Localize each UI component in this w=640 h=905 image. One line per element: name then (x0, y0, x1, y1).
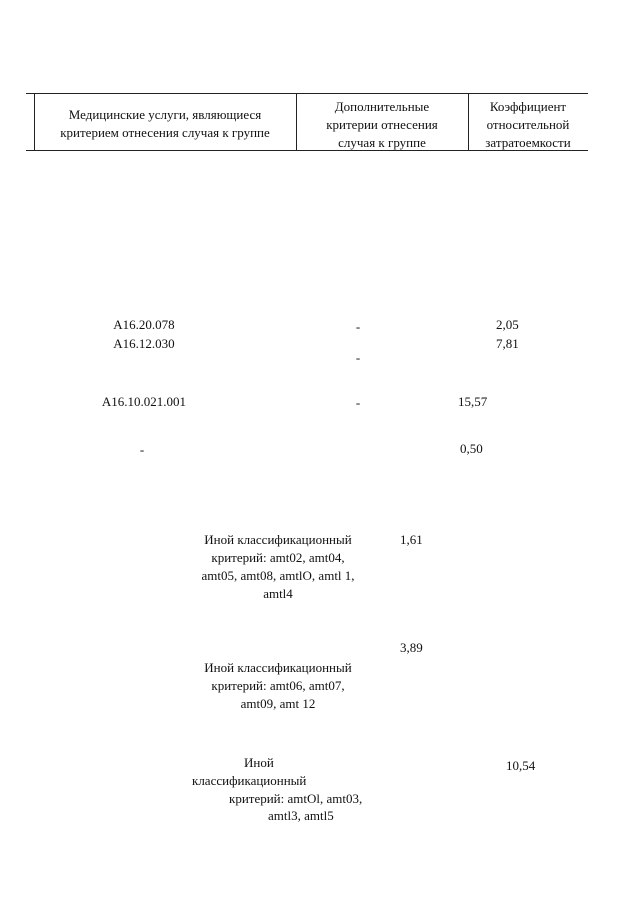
row-2-coef: 7,81 (496, 336, 519, 351)
criteria-2-line-2: критерий: amt06, amt07, (211, 678, 345, 693)
criteria-2-line-3: amt09, amt 12 (240, 696, 316, 711)
row-1-extra: - (355, 319, 361, 334)
row-2-extra: - (355, 350, 361, 365)
header-top-rule (26, 93, 588, 94)
criteria-3-coef: 10,54 (506, 758, 536, 773)
criteria-1-line-1: Иной классификационный (204, 532, 352, 547)
header-services-line-2: критерием отнесения случая к группе (60, 125, 270, 140)
row-1-service: A16.20.078 (113, 317, 175, 332)
header-coef-line-2: относительной (486, 117, 570, 132)
criteria-3-line-1: Иной (244, 755, 274, 770)
criteria-1-line-3: amt05, amt08, amtlO, amtl 1, (201, 568, 355, 583)
criteria-3-line-3: критерий: amtOl, amt03, (229, 791, 363, 806)
header-extra-line-2: критерии отнесения (326, 117, 438, 132)
criteria-1-text (168, 531, 388, 603)
criteria-2-coef: 3,89 (400, 640, 423, 655)
header-coefficient (468, 98, 588, 152)
header-extra-line-1: Дополнительные (334, 99, 430, 114)
criteria-2-line-1: Иной классификационный (204, 660, 352, 675)
criteria-1-coef: 1,61 (400, 532, 423, 547)
row-3-service: A16.10.021.001 (101, 394, 187, 409)
header-extra-line-3: случая к группе (338, 135, 426, 150)
row-4-coef: 0,50 (460, 441, 483, 456)
criteria-1-line-4: amtl4 (263, 586, 293, 601)
criteria-3-line-2: классификационный (192, 773, 307, 788)
criteria-1-line-2: критерий: amt02, amt04, (211, 550, 345, 565)
header-extra-criteria (296, 98, 468, 152)
row-2-service: A16.12.030 (113, 336, 175, 351)
header-services (34, 106, 296, 142)
criteria-3-line-4: amtl3, amtl5 (268, 808, 334, 823)
header-coef-line-3: затратоемкости (485, 135, 571, 150)
row-3-coef: 15,57 (458, 394, 488, 409)
criteria-2-text (168, 659, 388, 713)
header-coef-line-1: Коэффициент (489, 99, 567, 114)
row-3-extra: - (355, 395, 361, 410)
header-services-line-1: Медицинские услуги, являющиеся (68, 107, 262, 122)
row-1-coef: 2,05 (496, 317, 519, 332)
row-4-service: - (139, 442, 145, 457)
